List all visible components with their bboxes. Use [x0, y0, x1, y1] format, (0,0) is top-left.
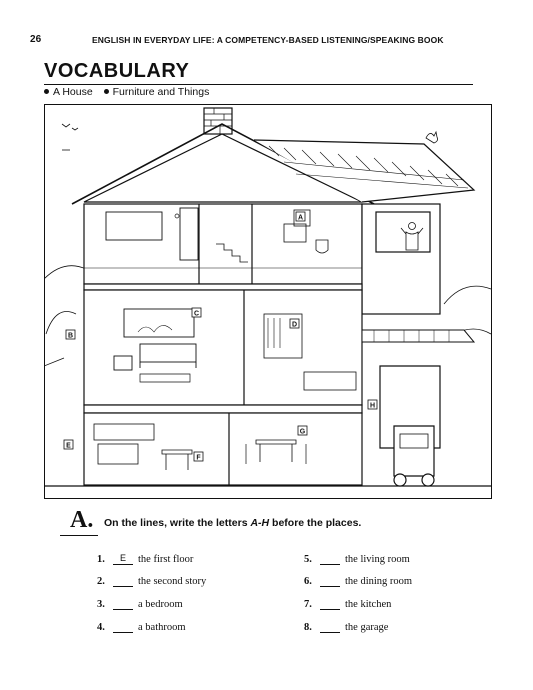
letter-label-a: [296, 212, 305, 222]
section-title: VOCABULARY: [44, 60, 190, 82]
letter-label-g: [298, 426, 307, 436]
letter-f: F: [196, 454, 201, 462]
exercise-item-2: 2. the second story: [97, 576, 207, 587]
answer-blank[interactable]: [113, 575, 133, 587]
exercise-item-4: 4. a bathroom: [97, 622, 186, 633]
letter-label-f: [194, 452, 203, 462]
letter-label-h: [368, 400, 377, 410]
letter-h: H: [369, 402, 376, 410]
bullet-icon: [44, 89, 49, 94]
letter-a: A: [297, 214, 304, 222]
exercise-letter-underline: [60, 535, 98, 536]
exercise-item-1: 1. E the first floor: [97, 553, 194, 565]
subtitle-item-house: A House: [44, 86, 93, 98]
answer-blank[interactable]: [320, 553, 340, 565]
exercise-item-7: 7. the kitchen: [304, 599, 392, 610]
exercise-item-8: 8. the garage: [304, 622, 389, 633]
answer-blank[interactable]: [113, 598, 133, 610]
page-header: [30, 34, 507, 48]
letter-label-e: [64, 440, 73, 450]
answer-blank[interactable]: E: [113, 553, 133, 565]
letter-d: D: [291, 321, 298, 329]
house-cutaway-illustration: [44, 104, 492, 499]
letter-b: B: [67, 332, 74, 340]
answer-blank[interactable]: [320, 621, 340, 633]
answer-blank[interactable]: [113, 621, 133, 633]
exercise-item-6: 6. the dining room: [304, 576, 413, 587]
bullet-icon: [104, 89, 109, 94]
answer-blank[interactable]: [320, 575, 340, 587]
letter-label-d: [290, 319, 299, 329]
exercise-letter: A.: [70, 507, 94, 533]
page-number: 26: [30, 34, 42, 45]
answer-blank[interactable]: [320, 598, 340, 610]
exercise-item-3: 3. a bedroom: [97, 599, 183, 610]
letter-label-c: [192, 308, 201, 318]
letter-c: C: [193, 310, 200, 318]
subtitle-item-furniture: Furniture and Things: [104, 86, 210, 98]
subtitle: [44, 86, 217, 98]
letter-e: E: [66, 442, 71, 450]
running-title: ENGLISH IN EVERYDAY LIFE: A COMPETENCY-BASED LISTENING/SPEAKING BOOK: [92, 35, 444, 45]
letter-label-b: [66, 330, 75, 340]
letter-g: G: [299, 428, 306, 436]
exercise-item-5: 5. the living room: [304, 554, 410, 565]
title-rule: [44, 84, 473, 85]
exercise-instruction: On the lines, write the letters A-H before the places.: [104, 517, 362, 529]
